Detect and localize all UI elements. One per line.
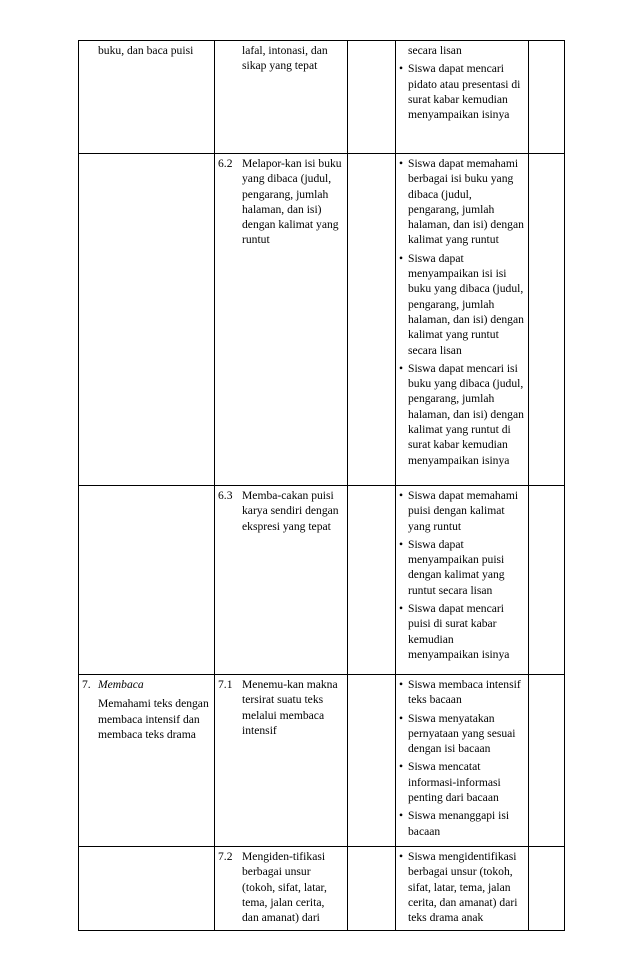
indicator-cell [396,41,529,154]
basic-competency-number [218,43,242,74]
indicator-item: • Siswa menanggapi isi bacaan [399,808,525,839]
competency-standard-cell [79,154,215,486]
basic-competency-cell [215,675,348,847]
indicator-item: • Siswa menyatakan pernyataan yang sesuai dengan isi bacaan [399,711,525,757]
competency-standard-cell [79,486,215,675]
table-row [79,675,565,847]
competency-standard-continuation: buku, dan baca puisi [98,44,194,57]
empty-cell [529,154,565,486]
competency-standard-cell [79,675,215,847]
syllabus-table [78,40,565,931]
indicator-item: • Siswa dapat mencari pidato atau presentasi di surat kabar kemudian menyampaikan isinya [399,61,525,122]
basic-competency-number: 7.1 [218,678,233,691]
basic-competency [218,677,344,738]
empty-cell [529,847,565,931]
competency-standard-cell [79,847,215,931]
basic-competency-cell [215,154,348,486]
basic-competency-text: lafal, intonasi, dan sikap yang tepat [242,44,328,73]
basic-competency-text: Mengiden-tifikasi berbagai unsur (tokoh, sifat, latar, tema, jalan cerita, dan amanat) dari [242,850,327,925]
indicator-item: • Siswa dapat memahami puisi dengan kalimat yang runtut [399,488,525,534]
indicator-item: secara lisan [408,44,462,57]
indicator-list [399,677,525,839]
basic-competency-cell [215,41,348,154]
competency-standard-number: 7. [82,678,91,691]
indicator-item: • Siswa dapat memahami berbagai isi buku yang dibaca (judul, pengarang, jumlah halaman, dan isi) dengan kalimat yang runtut [399,156,525,248]
empty-cell [529,486,565,675]
empty-cell [348,486,396,675]
basic-competency-text: Menemu-kan makna tersirat suatu teks melalui membaca intensif [242,678,338,737]
basic-competency [218,43,344,74]
table-row [79,486,565,675]
basic-competency-number: 6.2 [218,157,233,170]
basic-competency-cell [215,486,348,675]
empty-cell [348,154,396,486]
indicator-item: • Siswa dapat menyampaikan isi isi buku yang dibaca (judul, pengarang, jumlah halaman, dan isi) dengan kalimat yang runtut secara lisan [399,251,525,358]
competency-standard-description: Memahami teks dengan membaca intensif dan membaca teks drama [98,697,209,741]
indicator-cell [396,154,529,486]
basic-competency [218,156,344,248]
competency-standard-name: Membaca [98,678,144,691]
competency-standard-cell [79,41,215,154]
indicator-cell [396,847,529,931]
indicator-list [399,43,525,122]
competency-standard-title [82,677,211,692]
indicator-list [399,156,525,468]
indicator-list [399,488,525,662]
empty-cell [348,41,396,154]
basic-competency-number: 6.3 [218,489,233,502]
empty-cell [529,675,565,847]
indicator-item: • Siswa dapat mencari isi buku yang dibaca (judul, pengarang, jumlah halaman, dan isi) dengan kalimat yang runtut di surat kabar kemudian menyampaikan isinya [399,361,525,468]
basic-competency [218,488,344,534]
table-row [79,154,565,486]
indicator-item: • Siswa dapat menyampaikan puisi dengan kalimat yang runtut secara lisan [399,537,525,598]
indicator-item: • Siswa mengidentifikasi berbagai unsur (tokoh, sifat, latar, tema, jalan cerita, dan amanat) dari teks drama anak [399,849,525,925]
basic-competency-number: 7.2 [218,850,233,863]
indicator-cell [396,486,529,675]
empty-cell [348,675,396,847]
basic-competency-text: Melapor-kan isi buku yang dibaca (judul, pengarang, jumlah halaman, dan isi) dengan kalimat yang runtut [242,157,342,247]
basic-competency-cell [215,847,348,931]
indicator-item: • Siswa mencatat informasi-informasi penting dari bacaan [399,759,525,805]
basic-competency [218,849,344,925]
indicator-item: • Siswa membaca intensif teks bacaan [399,677,525,708]
basic-competency-text: Memba-cakan puisi karya sendiri dengan ekspresi yang tepat [242,489,339,533]
table-row [79,847,565,931]
table-row [79,41,565,154]
empty-cell [529,41,565,154]
empty-cell [348,847,396,931]
indicator-cell [396,675,529,847]
indicator-item: • Siswa dapat mencari puisi di surat kabar kemudian menyampaikan isinya [399,601,525,662]
indicator-list [399,849,525,925]
